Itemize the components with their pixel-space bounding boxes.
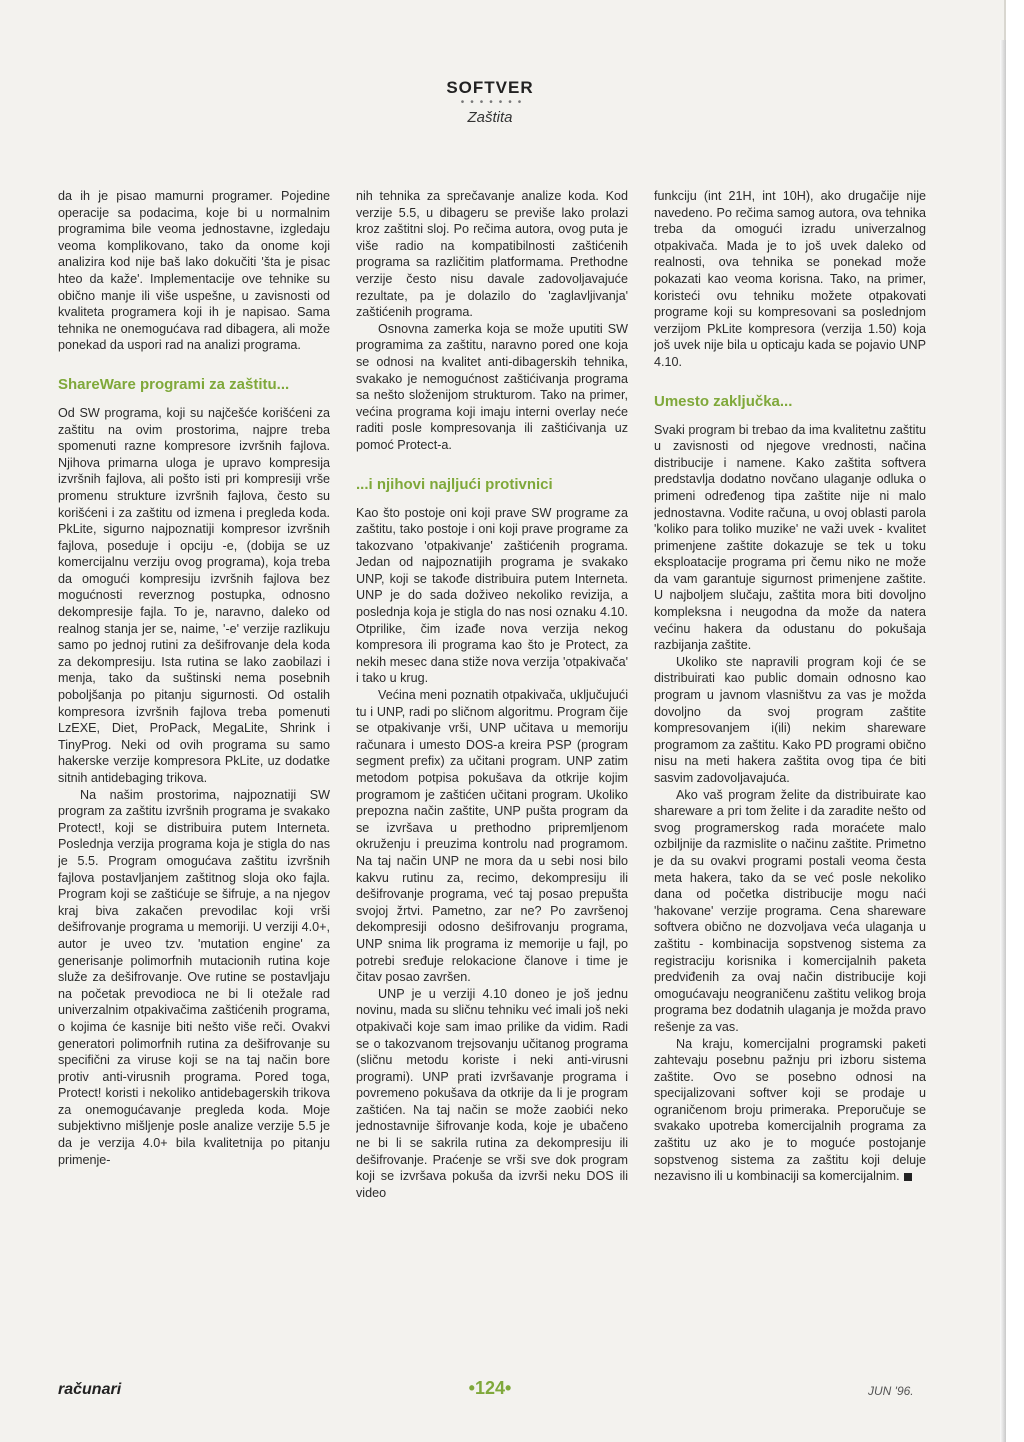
col2-paragraph-3: Kao što postoje oni koji prave SW programe za zaštitu, tako postoje i oni koji prave programe za takozvano 'otpakivanje' zaštićenih programa. Jedan od najpoznatijih programa je svakako UNP, koji se takođe distribuira putem Interneta. UNP je do sada doživeo nekoliko revizija, a poslednja koja je stigla do nas nosi oznaku 4.10. Otprilike, čim izađe nova verzija nekog kompresora ili programa kao što je Protect, za nekih mesec dana stiže nova verzija 'otpakivača' i tako u krug. <box>356 505 628 686</box>
section-title: SOFTVER <box>446 78 534 97</box>
col2-paragraph-4: Većina meni poznatih otpakivača, uključujući tu i UNP, radi po sličnom algoritmu. Program čije se otpakivanje vrši, UNP učitava u memoriju računara i umesto DOS-a kreira PSP (program segment prefix) za učitani program. UNP zatim metodom potpisa pokušava da otkrije kojim programom je zaštićen učitani program. Ukoliko prepozna način zaštite, UNP pušta program da se izvršava u prethodno pripremljenom okruženju i preuzima kontrolu nad programom. Na taj način UNP ne mora da u sebi nosi bilo kakvu rutinu za, recimo, dekompresiju ili dešifrovanje programa, već taj posao prepušta svojoj žrtvi. Pametno, zar ne? Po završenoj dekompresiji odosno dešifrovanju programa, UNP snima lik programa iz memorije u fajl, po potrebi sređuje relokacione članove i time je čitav posao završen. <box>356 688 628 985</box>
col2-paragraph-1: nih tehnika za sprečavanje analize koda. Kod verzije 5.5, u dibageru se previše lako prolazi kroz zaštitni sloj. Po rečima autora, ovog puta je više radio na kompatibilnosti zaštićenih programa sa različitim platformama. Prethodne verzije često nisu davale zadovoljavajuće rezultate, pa je dolazilo do 'zaglavljivanja' zaštićenih programa. <box>356 189 628 320</box>
article-columns <box>58 188 928 1328</box>
col3-paragraph-5-text: Na kraju, komercijalni programski paketi zahtevaju posebnu pažnju pri izboru sistema zaštite. Ovo se posebno odnosi na specijalizovani softver koji se prodaje u ograničenom broju primeraka. Preporučuje se svakako upotreba komercijalnih programa za zaštitu uz ako je to moguće postojanje sopstvenog sistema za zaštitu koji deluje nezavisno ili u kombinaciji sa komercijalnim. <box>654 1036 926 1184</box>
header-dots: ••••••• <box>460 97 528 108</box>
column-2 <box>356 188 628 1328</box>
column-3 <box>654 188 926 1328</box>
col2-paragraph-2: Osnovna zamerka koja se može uputiti SW programima za zaštitu, naravno pored one koja se odnosi na kvalitet anti-dibagerskih tehnika, svakako je nemogućnost zaštićivanja programa sa nešto složenijom strukturom. Tako na primer, većina programa koji imaju interni overlay neće raditi posle kompresovanja ili zaštićivanja uz pomoć Protect-a. <box>356 321 628 452</box>
col2-paragraph-5: UNP je u verziji 4.10 doneo je još jednu novinu, mada su sličnu tehniku već imali još neki otpakivači koje sam imao prilike da vidim. Radi se o takozvanom trejsovanju učitanog programa (sličnu metodu koriste i neki anti-virusni programi). UNP prati izvršavanje programa i povremeno pokušava da otkrije da li je program zaštićen. Na taj način se može zaobići neko jednostavnije šifrovanje koda, koje je ubačeno ne bi li se sakrila rutina za dekompresiju ili dešifrovanje. Praćenje se vrši sve dok program koji se izvršava pokuša da izvrši neku DOS ili video <box>356 986 628 1200</box>
col3-paragraph-2: Svaki program bi trebao da ima kvalitetnu zaštitu u zavisnosti od njegove vrednosti, načina distribucije i namene. Kako zaštita softvera predstavlja dodatno novčano ulaganje odluka o primeni određenog tipa zaštite nije ni malo jednostavna. Vodite računa, u ovoj oblasti parola 'koliko para toliko muzike' ne važi uvek - kvalitet primenjene zaštite dokazuje se tek u toku eksploatacije programa pri čemu niko ne može da vam garantuje sigurnost primenjene zaštite. U najboljem slučaju, zaštita mora biti dovoljno kompleksna i neugodna da može da natera većinu hakera da odustanu do pokušaja razbijanja zaštite. <box>654 422 926 653</box>
col3-paragraph-4: Ako vaš program želite da distribuirate kao shareware a pri tom želite i da zaradite nešto od svog programerskog rada moraćete malo ozbiljnije da razmislite o načinu zaštite. Primetno je da su ovakvi programi postali veoma česta meta hakera, tako da se već posle nekoliko dana od početka distribucije mogu naći 'hakovane' verzije programa. Cena shareware softvera obično ne dozvoljava veća ulaganja u zaštitu - kombinacija sopstvenog sistema za registraciju korisnika i komercijalnih paketa predviđenih za ovaj način distribucije koji omogućavaju neograničenu zaštitu velikog broja programa bez dodatnih ulaganja je možda pravo rešenje za vas. <box>654 787 926 1034</box>
magazine-brand: računari <box>58 1381 122 1398</box>
subsection-title: Zaštita <box>467 109 513 126</box>
end-of-article-mark <box>904 1173 912 1181</box>
col1-heading: ShareWare programi za zaštitu... <box>58 375 290 393</box>
col3-paragraph-3: Ukoliko ste napravili program koji će se distribuirati kao public domain odnosno kao program u javnom vlasništvu za vas je možda dovoljno da svoj program zaštite kompresovanjem i(ili) nekim shareware programom za zaštitu. Kako PD programi obično nisu na meti hakera zaštita ovog tipa će biti sasvim zadovoljavajuća. <box>654 654 926 785</box>
col2-heading: ...i njihovi najljući protivnici <box>356 475 553 493</box>
column-1 <box>58 188 330 1328</box>
col3-paragraph-1: funkciju (int 21H, int 10H), ako drugačije nije navedeno. Po rečima samog autora, ova tehnika treba da omogući izradu univerzalnog otpakivača. Mada je to još uvek daleko od realnosti, ova tehnika se ponekad može pokazati kao veoma korisna. Tako, na primer, koristeći ovu tehniku možete otpakovati programe koji su kompresovani sa poslednjom verzijom PkLite kompresora (verzija 1.50) koja još uvek nije bila u opticaju kada se pojavio UNP 4.10. <box>654 189 926 369</box>
col1-paragraph-1: da ih je pisao mamurni programer. Pojedine operacije sa podacima, koje bi u normalnim programima bile veoma jednostavne, izgledaju veoma komplikovano, tako da onome koji analizira kod nije baš lako dokučiti 'šta je pisac hteo da kaže'. Implementacije ove tehnike su obično manje ili više uspešne, u zavisnosti od kvaliteta programera koji ih je napisao. Sama tehnika ne onemogućava rad dibagera, ali može ponekad da uspori rad na analizi programa. <box>58 189 330 353</box>
page-header <box>0 78 980 126</box>
col3-heading: Umesto zaključka... <box>654 392 793 410</box>
col1-paragraph-3: Na našim prostorima, najpoznatiji SW program za zaštitu izvršnih programa je svakako Protect!, koji se distribuira putem Interneta. Poslednja verzija programa koja je stigla do nas je 5.5. Program omogućava zaštitu izvršnih fajlova postavljanjem zaštitnog sloja oko fajla. Program koji se zaštićuje se šifruje, a na njegov kraj biva zakačen prevodilac koji vrši dešifrovanje programa u memoriji. U verziji 4.0+, autor je uveo tzv. 'mutation engine' za generisanje polimorfnih mutacionih rutina koje služe za dešifrovanje. Ove rutine se postavljaju na početak prevodioca ne bi li otežale rad univerzalnim otpakivačima zaštićenih programa, o kojima će kasnije biti nešto više reči. Ovakvi generatori polimorfnih rutina za dešifrovanje su specifični za viruse koji se na taj način bore protiv anti-virusnih programa. Pored toga, Protect! koristi i nekoliko antidebagerskih trikova za onemogućavanje pregleda koda. Moje subjektivno mišljenje posle analize verzije 5.5 je da je verzija 4.0+ bila kvalitetnija po pitanju primenje- <box>58 787 330 1167</box>
page-edge <box>1000 40 1006 1442</box>
col3-paragraph-5 <box>654 1036 926 1185</box>
page-number: •124• <box>468 1378 512 1398</box>
col1-paragraph-2: Od SW programa, koji su najčešće korišćeni za zaštitu na ovim prostorima, najpre treba spomenuti razne kompresore izvršnih fajlova. Njihova primarna uloga je upravo kompresija izvršnih fajlova, ali pošto isti pri kompresiji vrše promenu strukture izvršnih fajlova, često su korišćeni i za zaštitu od izmena i pregleda koda. PkLite, sigurno najpoznatiji kompresor izvršnih fajlova, poseduje i opciju -e, (dobija se uz komercijalnu verziju ovog programa), koja treba da omogući kompresiju izvršnih fajlova bez mogućnosti reverznog postupka, odnosno dekompresije fajla. To je, naravno, daleko od realnog stanja jer se, naime, '-e' verzije razlikuju samo po jednoj rutini za dešifrovanje dela koda za dekompresiju. Ista rutina se lako zaobilazi i menja, tako da suštinski nema posebnih poboljšanja po pitanju sigurnosti. Od ostalih kompresora izvršnih fajlova treba pomenuti LzEXE, Diet, ProPack, MegaLite, Shrink i TinyProg. Neki od ovih programa su samo hakerske verzije kompresora PkLite, uz dodatke sitnih antidebaging trikova. <box>58 405 330 785</box>
issue-date: JUN '96. <box>868 1384 914 1398</box>
